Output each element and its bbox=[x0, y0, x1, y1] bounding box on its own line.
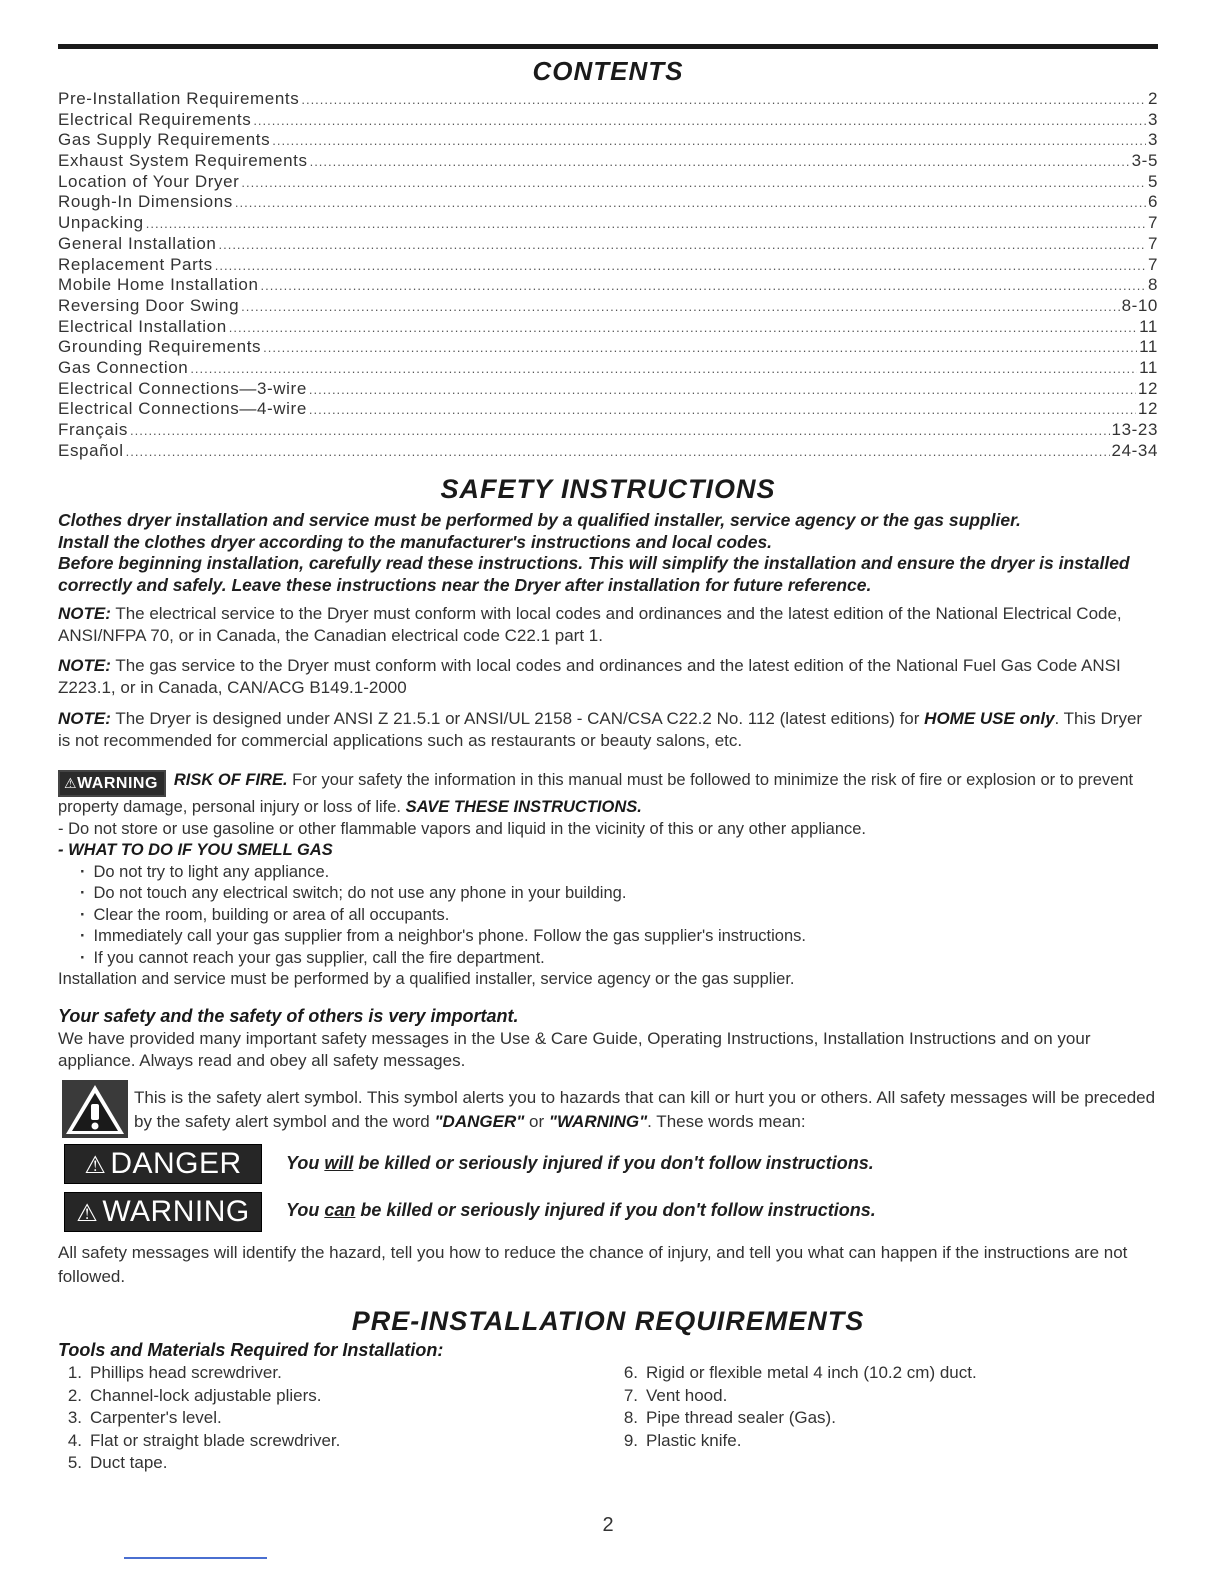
alert-text-end: . These words mean: bbox=[647, 1112, 806, 1131]
toc-page: 11 bbox=[1139, 337, 1158, 357]
toc-row[interactable] bbox=[58, 89, 1158, 110]
warning-triangle-icon: ⚠ bbox=[64, 775, 78, 791]
toc-label: Replacement Parts bbox=[58, 254, 213, 274]
toc-leader bbox=[235, 193, 1146, 214]
toc-label: Exhaust System Requirements bbox=[58, 151, 308, 171]
list-item bbox=[614, 1430, 977, 1453]
list-item: · Do not touch any electrical switch; do not use any phone in your building. bbox=[80, 883, 1158, 905]
toc-page: 2 bbox=[1147, 89, 1158, 108]
toc-leader bbox=[229, 318, 1137, 339]
danger-signal-label: DANGER bbox=[110, 1147, 242, 1180]
list-item bbox=[614, 1362, 977, 1385]
item-text: Rigid or flexible metal 4 inch (10.2 cm) duct. bbox=[646, 1363, 977, 1382]
toc-leader bbox=[215, 256, 1146, 277]
toc-leader bbox=[130, 421, 1110, 442]
safety-title: SAFETY INSTRUCTIONS bbox=[440, 474, 776, 504]
note-electrical bbox=[58, 603, 1158, 647]
toc-label: Mobile Home Installation bbox=[58, 275, 259, 295]
toc-leader bbox=[309, 380, 1136, 401]
item-text: Flat or straight blade screwdriver. bbox=[90, 1430, 341, 1450]
note-label: NOTE: bbox=[58, 656, 111, 675]
intro-line: Clothes dryer installation and service must be performed by a qualified installer, service agency or the gas supplier. bbox=[58, 510, 1021, 530]
list-item: · Do not try to light any appliance. bbox=[80, 862, 1158, 884]
item-number: 9. bbox=[623, 1430, 638, 1450]
toc-label: Español bbox=[58, 440, 124, 460]
item-text: Channel-lock adjustable pliers. bbox=[90, 1385, 322, 1405]
provided-text: We have provided many important safety messages in the Use & Care Guide, Operating Instructions, Installation Instructions and on your appliance. Always read and obey all safety messages. bbox=[58, 1029, 1091, 1070]
fire-warning-block bbox=[58, 770, 1158, 991]
danger-signal bbox=[64, 1144, 262, 1184]
toc-row[interactable] bbox=[58, 379, 1158, 400]
toc-page: 3-5 bbox=[1131, 151, 1158, 171]
toc-row[interactable] bbox=[58, 275, 1158, 296]
toc-leader bbox=[301, 90, 1146, 111]
item-number: 6. bbox=[623, 1363, 638, 1382]
warning-emphasis: can bbox=[324, 1200, 356, 1220]
toc-label: Reversing Door Swing bbox=[58, 295, 240, 315]
note-text: The gas service to the Dryer must conform with local codes and ordinances and the latest edition of the National Fuel Gas Code ANSI Z223.1, or in Canada, CAN/ACG B149.1-2000 bbox=[58, 656, 1121, 697]
toc-label: Grounding Requirements bbox=[58, 337, 262, 357]
toc-page: 24-34 bbox=[1111, 440, 1158, 460]
note-label: NOTE: bbox=[58, 604, 111, 623]
page-number: 2 bbox=[602, 1514, 614, 1536]
toc-label: Electrical Requirements bbox=[58, 109, 252, 129]
warning-triangle-icon: ⚠ bbox=[84, 1152, 107, 1179]
tools-heading: Tools and Materials Required for Installation: bbox=[58, 1340, 444, 1360]
item-number: 7. bbox=[623, 1385, 638, 1405]
toc-page: 3 bbox=[1147, 130, 1158, 150]
warning-triangle-icon: ⚠ bbox=[76, 1200, 99, 1227]
danger-meaning bbox=[286, 1153, 1166, 1174]
danger-emphasis: will bbox=[324, 1153, 354, 1173]
toc-row[interactable] bbox=[58, 399, 1158, 420]
toc-page: 7 bbox=[1147, 213, 1158, 233]
toc-row[interactable] bbox=[58, 213, 1158, 234]
warning-word: "WARNING" bbox=[548, 1112, 648, 1131]
toc-page: 12 bbox=[1137, 399, 1158, 419]
list-item bbox=[58, 1362, 340, 1385]
toc-leader bbox=[241, 297, 1119, 318]
toc-leader bbox=[253, 111, 1146, 132]
item-number: 3. bbox=[67, 1408, 82, 1427]
toc-page: 5 bbox=[1147, 171, 1158, 191]
item-text: Vent hood. bbox=[646, 1385, 728, 1405]
note-gas bbox=[58, 655, 1158, 699]
item-number: 8. bbox=[623, 1408, 638, 1427]
fire-warning bbox=[58, 770, 1158, 819]
toc-label: General Installation bbox=[58, 233, 217, 253]
item-text: Carpenter's level. bbox=[90, 1408, 222, 1427]
toc-page: 12 bbox=[1137, 378, 1158, 398]
toc-label: Pre-Installation Requirements bbox=[58, 89, 300, 108]
toc-label: Location of Your Dryer bbox=[58, 171, 240, 191]
list-item bbox=[58, 1385, 340, 1408]
item-number: 2. bbox=[67, 1385, 82, 1405]
toc-page: 11 bbox=[1139, 316, 1158, 336]
intro-line: Install the clothes dryer according to the manufacturer's instructions and local codes. bbox=[58, 531, 773, 552]
note-home-use bbox=[58, 708, 1158, 752]
toc-page: 8 bbox=[1147, 275, 1158, 295]
danger-text: be killed or seriously injured if you don't follow instructions. bbox=[358, 1153, 874, 1173]
toc-page: 11 bbox=[1139, 357, 1158, 377]
note-text: . This Dryer is not recommended for commercial applications such as restaurants or beauty salons, etc. bbox=[58, 709, 1143, 750]
list-item bbox=[58, 1452, 340, 1475]
warning-meaning bbox=[286, 1200, 1166, 1221]
item-text: Phillips head screwdriver. bbox=[90, 1363, 282, 1382]
list-item: · If you cannot reach your gas supplier, call the fire department. bbox=[80, 948, 1158, 970]
list-item bbox=[614, 1407, 977, 1430]
warning-text: You bbox=[286, 1200, 320, 1220]
list-item bbox=[58, 1430, 340, 1453]
toc-row[interactable] bbox=[58, 296, 1158, 317]
toc-page: 7 bbox=[1147, 233, 1158, 253]
toc-page: 13-23 bbox=[1111, 420, 1158, 439]
toc-page: 6 bbox=[1147, 192, 1158, 212]
smell-gas-heading: - WHAT TO DO IF YOU SMELL GAS bbox=[58, 841, 333, 859]
bottom-link-underline[interactable] bbox=[124, 1557, 267, 1559]
save-instructions: SAVE THESE INSTRUCTIONS. bbox=[405, 798, 642, 816]
list-item bbox=[58, 1407, 340, 1430]
toc-row[interactable] bbox=[58, 317, 1158, 338]
warning-tag-label: WARNING bbox=[77, 775, 158, 792]
toc-row[interactable] bbox=[58, 337, 1158, 358]
toc-row[interactable] bbox=[58, 420, 1158, 441]
note-text: The Dryer is designed under ANSI Z 21.5.1 or ANSI/UL 2158 - CAN/CSA C22.2 No. 112 (latest editions) for bbox=[115, 709, 920, 728]
toc-page: 8-10 bbox=[1121, 295, 1158, 315]
or-word: or bbox=[529, 1112, 545, 1131]
toc-leader bbox=[263, 338, 1137, 359]
risk-label: RISK OF FIRE. bbox=[173, 771, 288, 789]
toc-label: Electrical Installation bbox=[58, 316, 227, 336]
toc-leader bbox=[218, 235, 1145, 256]
toc-row[interactable] bbox=[58, 172, 1158, 193]
toc-label: Electrical Connections—4-wire bbox=[58, 399, 307, 419]
risk-text: For your safety the information in this manual must be followed to minimize the risk of fire or explosion or to prevent property damage, personal injury or loss of life. bbox=[58, 771, 1134, 816]
toc-leader bbox=[190, 359, 1137, 380]
toc-leader bbox=[310, 152, 1130, 173]
toc-page: 7 bbox=[1147, 254, 1158, 274]
danger-text: You bbox=[286, 1153, 320, 1173]
toc-row[interactable] bbox=[58, 234, 1158, 255]
danger-word: "DANGER" bbox=[434, 1112, 525, 1131]
toc-label: Gas Connection bbox=[58, 357, 189, 377]
toc-label: Unpacking bbox=[58, 213, 144, 233]
item-number: 4. bbox=[67, 1430, 82, 1450]
toc-row[interactable] bbox=[58, 358, 1158, 379]
all-safety-messages: All safety messages will identify the hazard, tell you how to reduce the chance of injury, and tell you what can happen if the instructions are not followed. bbox=[58, 1243, 1128, 1286]
tools-list-left bbox=[58, 1362, 340, 1475]
item-text: Duct tape. bbox=[90, 1453, 168, 1472]
toc-leader bbox=[261, 276, 1146, 297]
note-text: The electrical service to the Dryer must conform with local codes and ordinances and the latest edition of the National Electrical Code, ANSI/NFPA 70, or in Canada, the Canadian electrical code C22.1 part 1. bbox=[58, 604, 1122, 645]
warning-signal bbox=[64, 1192, 262, 1232]
toc-leader bbox=[126, 442, 1110, 463]
tools-list-right bbox=[614, 1362, 977, 1452]
item-text: Plastic knife. bbox=[646, 1430, 742, 1450]
item-number: 5. bbox=[67, 1453, 82, 1472]
no-store-line: - Do not store or use gasoline or other flammable vapors and liquid in the vicinity of this or any other appliance. bbox=[58, 819, 867, 838]
toc-leader bbox=[272, 131, 1146, 152]
alert-text: This is the safety alert symbol. This symbol alerts you to hazards that can kill or hurt you or others. All safety messages will be preceded by the safety alert symbol and the word bbox=[134, 1088, 1156, 1131]
item-number: 1. bbox=[67, 1363, 82, 1382]
toc-leader bbox=[241, 173, 1146, 194]
toc-leader bbox=[309, 400, 1136, 421]
toc-row[interactable] bbox=[58, 151, 1158, 172]
your-safety-heading: Your safety and the safety of others is very important. bbox=[58, 1006, 519, 1026]
toc-row[interactable] bbox=[58, 255, 1158, 276]
toc-row[interactable] bbox=[58, 110, 1158, 131]
toc-label: Electrical Connections—3-wire bbox=[58, 378, 307, 398]
toc-leader bbox=[146, 214, 1146, 235]
preinstall-title: PRE-INSTALLATION REQUIREMENTS bbox=[351, 1306, 865, 1336]
list-item: · Clear the room, building or area of all occupants. bbox=[80, 905, 1158, 927]
list-item: · Immediately call your gas supplier from a neighbor's phone. Follow the gas supplier's instructions. bbox=[80, 926, 1158, 948]
warning-text: be killed or seriously injured if you don't follow instructions. bbox=[360, 1200, 876, 1220]
top-rule bbox=[58, 44, 1158, 49]
toc-row[interactable] bbox=[58, 130, 1158, 151]
contents-title: CONTENTS bbox=[532, 56, 684, 86]
toc-label: Gas Supply Requirements bbox=[58, 130, 271, 150]
home-use-label: HOME USE only bbox=[924, 709, 1055, 728]
gas-bullets bbox=[58, 862, 1158, 970]
toc-label: Rough-In Dimensions bbox=[58, 192, 233, 212]
toc-row[interactable] bbox=[58, 441, 1158, 462]
safety-alert-icon bbox=[62, 1080, 128, 1138]
warning-signal-label: WARNING bbox=[102, 1195, 250, 1228]
toc-row[interactable] bbox=[58, 192, 1158, 213]
warning-tag bbox=[58, 770, 166, 797]
table-of-contents bbox=[58, 89, 1158, 461]
safety-intro bbox=[58, 510, 1158, 596]
item-text: Pipe thread sealer (Gas). bbox=[646, 1408, 836, 1427]
list-item bbox=[614, 1385, 977, 1408]
alert-explanation bbox=[134, 1086, 1164, 1134]
note-label: NOTE: bbox=[58, 709, 111, 728]
install-service-line: Installation and service must be performed by a qualified installer, service agency or the gas supplier. bbox=[58, 970, 795, 988]
intro-line: Before beginning installation, carefully read these instructions. This will simplify the installation and ensure the dryer is installed correctly and safely. Leave these instructions near the Dryer after installation for future reference. bbox=[58, 553, 1130, 595]
toc-label: Français bbox=[58, 420, 128, 439]
toc-page: 3 bbox=[1147, 109, 1158, 129]
